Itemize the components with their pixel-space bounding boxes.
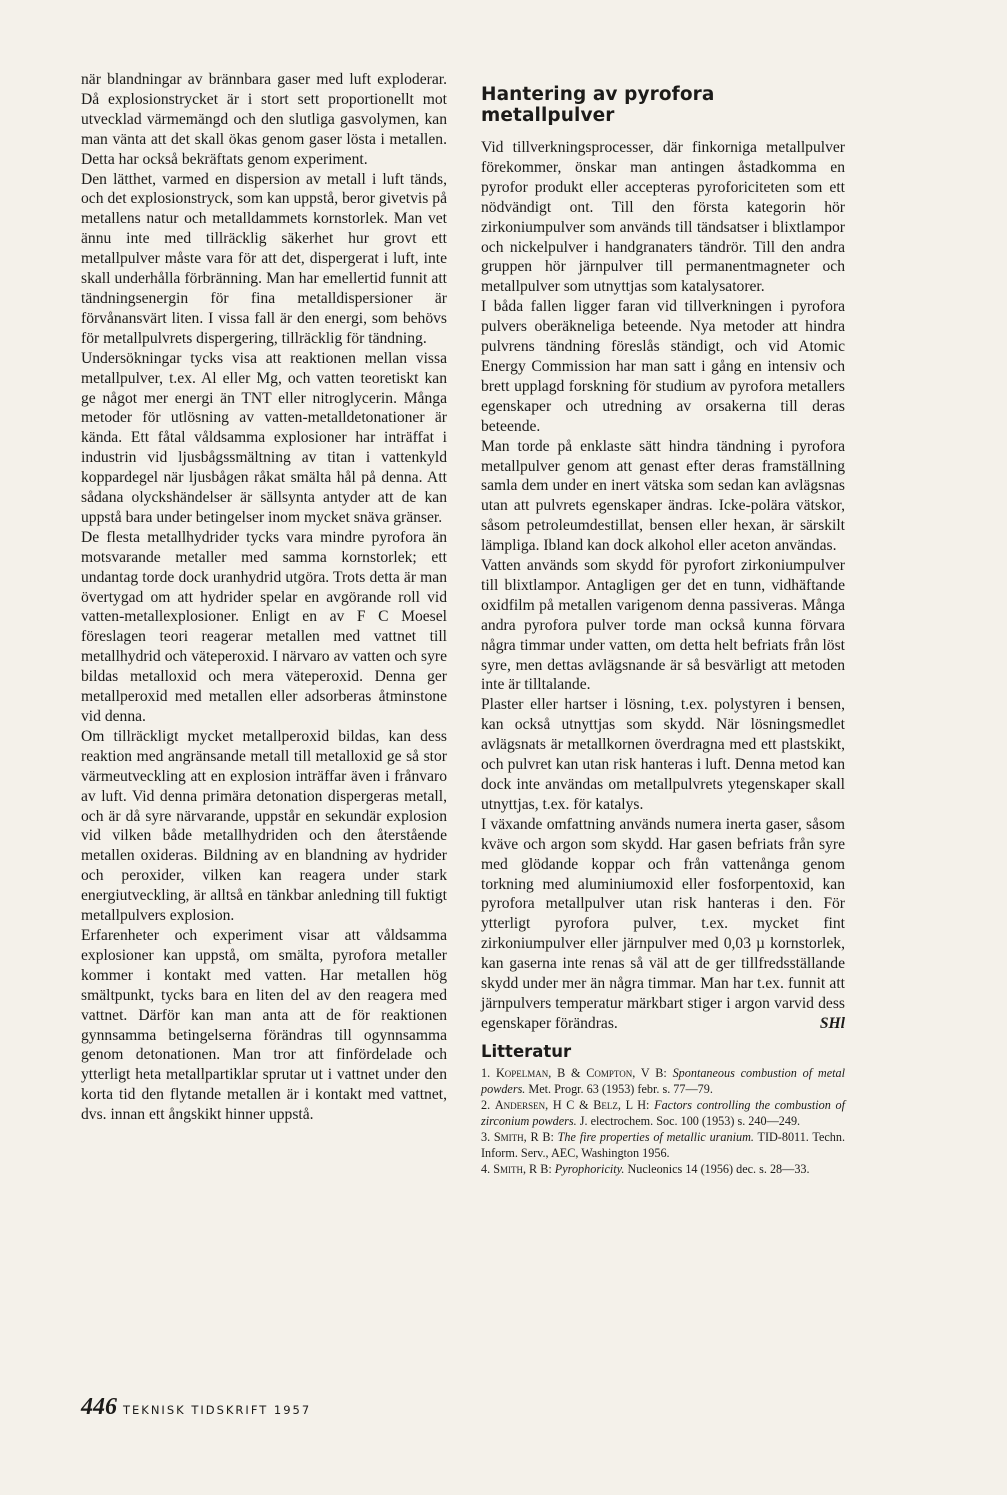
paragraph: Vid tillverkningsprocesser, där finkorniga metallpulver förekommer, önskar man antingen åstadkomma en pyrofor produkt eller accepteras pyroforiciteten som ett nödvändigt ont. Till den första kategorin hör zirkoniumpulver som används till tändsatser i blixtlampor och nickelpulver i handgranaters tändrör. Till den andra gruppen hör järnpulver till permanentmagneter och metallpulver som utnyttjas som katalysatorer. [481,139,845,296]
paragraph-with-signature [481,815,845,1034]
reference-authors: Andersen, H C & Belz, L H: [494,1097,650,1112]
left-column [81,70,447,1125]
paragraph: Plaster eller hartser i lösning, t.ex. polystyren i bensen, kan också utnyttjas som skydd. När lösningsmedlet avlägsnats är metallkornen överdragna med ett plastskikt, och pulvret kan utan risk hanteras i luft. Denna metod kan dock inte användas om metallpulvrets ytegenskaper skall utnyttjas, t.ex. för katalys. [481,696,845,813]
reference-authors: Smith, R B: [493,1161,552,1176]
paragraph: I växande omfattning används numera inerta gaser, såsom kväve och argon som skydd. Har gasen befriats från syre med glödande koppar och från vattenånga genom torkning med aluminiumoxid eller fosforpentoxid, kan pyrofora metallpulver utan risk hanteras i den. För ytterligt pyrofora pulver, t.ex. mycket fint zirkoniumpulver eller järnpulver med 0,03 µ kornstorlek, kan gaserna inte renas så väl att de ger tillfredsställande skydd under mer än några timmar. Man har t.ex. funnit att järnpulvers temperatur märkbart stiger i argon varvid dess egenskaper förändras. [481,815,845,1032]
reference-item [481,1129,845,1161]
reference-item [481,1065,845,1097]
reference-number: 1. [481,1065,491,1080]
paragraph: Om tillräckligt mycket metallperoxid bildas, kan dess reaktion med angränsande metall till metalloxid ge så stor värmeutveckling att en explosion inträffar även i frånvaro av luft. Vid denna primära detonation dispergeras metall, och är då syre närvarande, uppstår en sekundär explosion vid vilken både metallhydriden och den återstående metallen oxideras. Bildning av en blandning av hydrider och peroxider, vilken kan reagera under stark energiutveckling, är alltså en tänkbar anledning till fuktigt metallpulvers explosion. [81,727,447,925]
reference-source: J. electrochem. Soc. 100 (1953) s. 240—249. [579,1113,801,1128]
reference-authors: Smith, R B: [493,1129,554,1144]
right-column [481,70,845,1177]
reference-title: Spontaneous combustion of metal powders. [481,1065,845,1096]
journal-name: TEKNISK TIDSKRIFT 1957 [123,1403,312,1417]
page-number: 446 [81,1394,117,1420]
reference-source: TID-8011. Techn. Inform. Serv., AEC, Washington 1956. [481,1129,846,1160]
paragraph: Man torde på enklaste sätt hindra tändning i pyrofora metallpulver genom att genast efter deras framställning samla dem under en inert vätska som sedan kan avlägsnas utan att pulvrets egenskaper ändras. Icke-polära vätskor, såsom petroleumdestillat, bensen eller hexan, är särskilt lämpliga. Ibland kan dock alkohol eller aceton användas. [481,437,845,555]
reference-title: Factors controlling the combustion of zirconium powders. [481,1097,845,1128]
page-footer [81,1394,311,1421]
literature-heading: Litteratur [481,1041,572,1061]
paragraph: när blandningar av brännbara gaser med luft exploderar. Då explosionstrycket är i stort sett proportionellt mot utvecklad värmemängd och den slutliga gasvolymen, kan man vänta att det skall ökas genom gaser lösta i metallen. Detta har också bekräftats genom experiment. [81,71,447,168]
reference-number: 3. [481,1129,491,1144]
reference-title: The fire properties of metallic uranium. [557,1129,754,1144]
paragraph: Vatten används som skydd för pyrofort zirkoniumpulver till blixtlampor. Antagligen ger det en tunn, vidhäftande oxidfilm på metallen varigenom denna passiveras. Många andra pyrofora pulver torde man också kunna förvara några timmar under vatten, om detta helt befriats från löst syre, men dettas avlägsnande är så besvärligt att metoden inte är tilltalande. [481,557,845,694]
reference-source: Nucleonics 14 (1956) dec. s. 28—33. [627,1161,810,1176]
reference-list [481,1065,845,1177]
paragraph: Erfarenheter och experiment visar att våldsamma explosioner kan uppstå, om smälta, pyrofora metaller kommer i kontakt med vatten. Har metallen hög smältpunkt, tycks bara en liten del av den reagera med vattnet. Därför kan man anta att de för reaktionen gynnsamma betingelserna förändras till ogynnsamma genom detonationen. Man tror att finfördelade och ytterligt heta metallpartiklar sprutar ut i vattnet under den korta tid den flytande metallen är i kontakt med vattnet, dvs. innan ett ångskikt hinner uppstå. [81,926,447,1124]
reference-source: Met. Progr. 63 (1953) febr. s. 77—79. [528,1081,713,1096]
reference-number: 2. [481,1097,491,1112]
reference-authors: Kopelman, B & Compton, V B: [495,1065,667,1080]
paragraph: Undersökningar tycks visa att reaktionen mellan vissa metallpulver, t.ex. Al eller Mg, och vatten teoretiskt kan ge något mer energi än TNT eller nitroglycerin. Många metoder för utlösning av vatten-metalldetonationer är kända. Ett fåtal våldsamma explosioner har inträffat i industrin vid ljusbågssmältning av titan i vattenkyld koppardegel när ljusbågen råkat smälta hål på denna. Att sådana olyckshändelser är sällsynta antyder att de kan uppstå bara under betingelser inom mycket snäva gränser. [81,349,447,526]
reference-item [481,1097,845,1129]
paragraph: Den lätthet, varmed en dispersion av metall i luft tänds, och det explosionstryck, som kan uppstå, beror givetvis på metallens natur och metalldammets kornstorlek. Man vet ännu inte med tillräcklig säkerhet hur grovt ett metallpulver måste vara för att det, dispergerat i luft, inte skall underhålla förbränning. Man har emellertid funnit att tändningsenergin för fina metalldispersioner är förvånansvärt liten. I vissa fall är den energi, som behövs för metallpulvrets dispergering, tillräcklig för tändning. [81,170,447,347]
paragraph: De flesta metallhydrider tycks vara mindre pyrofora än motsvarande metaller med samma kornstorlek; ett undantag torde dock uranhydrid utgöra. Trots detta är man övertygad om att hydrider spelar en avgörande roll vid vatten-metallexplosioner. Enligt en av F C Moesel föreslagen teori reagerar metallen med vattnet till metallhydrid och väteperoxid. I närvaro av vatten och syre bildas metalloxid och mera väteperoxid. Denna ger metallperoxid med metallen eller adsorberas åtminstone vid denna. [81,528,447,725]
reference-title: Pyrophoricity. [554,1161,625,1176]
paragraph: I båda fallen ligger faran vid tillverkningen i pyrofora pulvers oberäkneliga beteende. Nya metoder att hindra pulvrens tändning föreslås ständigt, och vid Atomic Energy Commission har man satt i gång en intensiv och brett upplagd forskning för studium av pyrofora metallers egenskaper och utredning av orsakerna till deras beteende. [481,298,845,435]
reference-item [481,1161,845,1177]
reference-number: 4. [481,1161,491,1176]
section-heading: Hantering av pyrofora metallpulver [481,84,715,126]
author-signature: SHl [819,1014,845,1032]
